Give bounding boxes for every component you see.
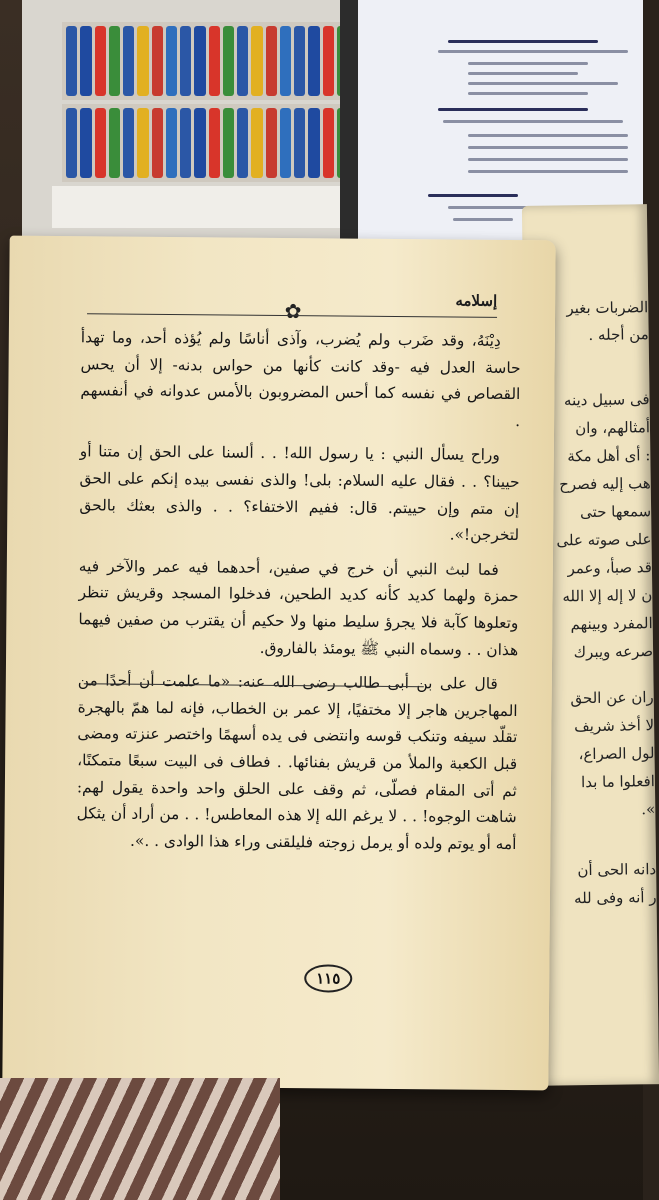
soda-can bbox=[194, 26, 205, 96]
adjacent-line: فى سبيل دينه bbox=[563, 390, 650, 410]
paragraph: قال على بن أبى طالب رضى الله عنه: «ما علمت أن أحدًا من المهاجرين هاجر إلا مختفيًا، إلا عمر بن الخطاب، فإنه لما همّ بالهجرة تقلّد سيفه وتنكب قوسه وانتضى فى يده أسهمًا واختصر عنزته ومضى قبل الكعبة والملأ من قريش بفنائها. . فطاف فى البيت سبعًا متمكنًا، ثم أتى المقام فصلّى، ثم وقف على الحلق واحد واحدة يقول لهم: شاهت الوجوه! . . لا يرغم الله إلا هذه المعاطس! . . من أراد أن يثكل أمه أو يوتم ولده أو يرمل زوجته فليلقنى وراء هذا الوادى . .». bbox=[76, 671, 518, 853]
screen-text-line bbox=[468, 158, 628, 161]
soda-can bbox=[266, 108, 277, 178]
fridge-shelf-bottom bbox=[62, 104, 352, 182]
screen-text-line bbox=[468, 62, 588, 65]
screen-text-line bbox=[468, 146, 628, 149]
soda-can bbox=[66, 108, 77, 178]
soda-can bbox=[223, 26, 234, 96]
adjacent-line: دانه الحى أن bbox=[577, 860, 657, 880]
adjacent-line: صرعه ويبرك bbox=[573, 642, 654, 662]
screen-text-line bbox=[468, 92, 588, 95]
soda-can bbox=[280, 108, 291, 178]
adjacent-line: سمعها حتى bbox=[579, 502, 652, 522]
screen-text-line bbox=[468, 134, 628, 137]
soda-can bbox=[109, 26, 120, 96]
screen-text-line bbox=[453, 218, 513, 221]
soda-can bbox=[308, 26, 319, 96]
soda-can bbox=[123, 108, 134, 178]
adjacent-line: قد صبأ، وعمر bbox=[567, 558, 653, 578]
soda-can bbox=[123, 26, 134, 96]
soda-can bbox=[180, 26, 191, 96]
soda-can bbox=[137, 108, 148, 178]
soda-can bbox=[223, 108, 234, 178]
soda-can bbox=[152, 108, 163, 178]
page-body bbox=[76, 324, 521, 865]
drinks-fridge bbox=[22, 0, 352, 240]
screen-text-line bbox=[468, 72, 578, 75]
adjacent-line: المفرد وبينهم bbox=[570, 614, 653, 634]
soda-can bbox=[237, 26, 248, 96]
striped-fabric bbox=[0, 1078, 280, 1200]
fridge-base bbox=[52, 186, 362, 228]
soda-can bbox=[308, 108, 319, 178]
adjacent-line: لول الصراع، bbox=[578, 744, 655, 764]
soda-can bbox=[209, 108, 220, 178]
soda-can bbox=[152, 26, 163, 96]
adjacent-line: الضربات بغير bbox=[566, 298, 649, 318]
soda-can bbox=[251, 108, 262, 178]
soda-can bbox=[95, 26, 106, 96]
adjacent-line: على صوته على bbox=[556, 530, 652, 550]
fridge-shelf-top bbox=[62, 22, 352, 100]
soda-can bbox=[137, 26, 148, 96]
soda-can bbox=[66, 26, 77, 96]
screen-heading-1 bbox=[448, 40, 598, 43]
page-number: ١١٥ bbox=[304, 964, 352, 992]
paragraph: وراح يسأل النبي : يا رسول الله! . . ألسنا على الحق إن متنا أو حيينا؟ . . فقال عليه السلام: بلى! والذى نفسى بيده إنكم على الحق إن متم وإن حييتم. قال: ففيم الاختفاء؟ . . والذى بعثك بالحق لتخرجن!». bbox=[79, 442, 520, 545]
adjacent-line: ر أنه وفى لله bbox=[573, 888, 657, 908]
soda-can bbox=[209, 26, 220, 96]
soda-can bbox=[109, 108, 120, 178]
page-header bbox=[87, 288, 497, 322]
soda-can bbox=[266, 26, 277, 96]
screen-heading-2 bbox=[438, 108, 588, 111]
adjacent-line: لا أخذ شريف bbox=[574, 716, 655, 736]
soda-can bbox=[323, 108, 334, 178]
soda-can bbox=[237, 108, 248, 178]
screen-text-line bbox=[443, 120, 623, 123]
adjacent-line: هب إليه فصرح bbox=[559, 474, 651, 494]
adjacent-line: أمثالهم، وان bbox=[575, 418, 651, 438]
soda-can bbox=[294, 26, 305, 96]
soda-can bbox=[180, 108, 191, 178]
paragraph: فما لبث النبي أن خرج في صفين، أحدهما فيه عمر والآخر فيه حمزة ولهما كديد كأنه كديد الطحين، فدخلوا المسجد وقريش تنظر وتعلوها كآبة فلا يجرؤ سليط منها ولا حكيم أن يقترب من صفين فيهما هذان . . وسماه النبي ﷺ يومئذ بالفاروق. bbox=[78, 556, 519, 659]
adjacent-line: : أى أهل مكة bbox=[567, 446, 651, 466]
adjacent-line: ران عن الحق bbox=[570, 688, 654, 708]
book-page bbox=[2, 236, 555, 1091]
screen-text-line bbox=[438, 50, 628, 53]
soda-can bbox=[194, 108, 205, 178]
soda-can bbox=[280, 26, 291, 96]
adjacent-line: ن لا إله إلا الله bbox=[562, 586, 653, 606]
soda-can bbox=[80, 26, 91, 96]
paragraph: دِيْنَهُ، وقد ضَرب ولم يُضرب، وآذى أناسًا ولم يُؤذه أحد، وما تهدأ حاسة العدل فيه -وقد كانت كأنها من حواس بدنه- إلا أن يحس القصاص في نفسه كما أحس المضروبون بالأمس عدوانه في أنفسهم . bbox=[80, 328, 521, 430]
soda-can bbox=[95, 108, 106, 178]
soda-can bbox=[80, 108, 91, 178]
soda-can bbox=[166, 26, 177, 96]
floral-ornament-icon: ✿ bbox=[284, 299, 302, 324]
soda-can bbox=[323, 26, 334, 96]
adjacent-line: من أجله . bbox=[588, 325, 649, 344]
soda-can bbox=[166, 108, 177, 178]
screen-heading-3 bbox=[428, 194, 518, 197]
adjacent-line: افعلوا ما بدا bbox=[580, 772, 656, 792]
running-head: إسلامه bbox=[455, 291, 498, 310]
screen-text-line bbox=[468, 82, 618, 85]
soda-can bbox=[251, 26, 262, 96]
soda-can bbox=[294, 108, 305, 178]
adjacent-line: ». bbox=[641, 800, 656, 819]
screen-text-line bbox=[468, 170, 628, 173]
